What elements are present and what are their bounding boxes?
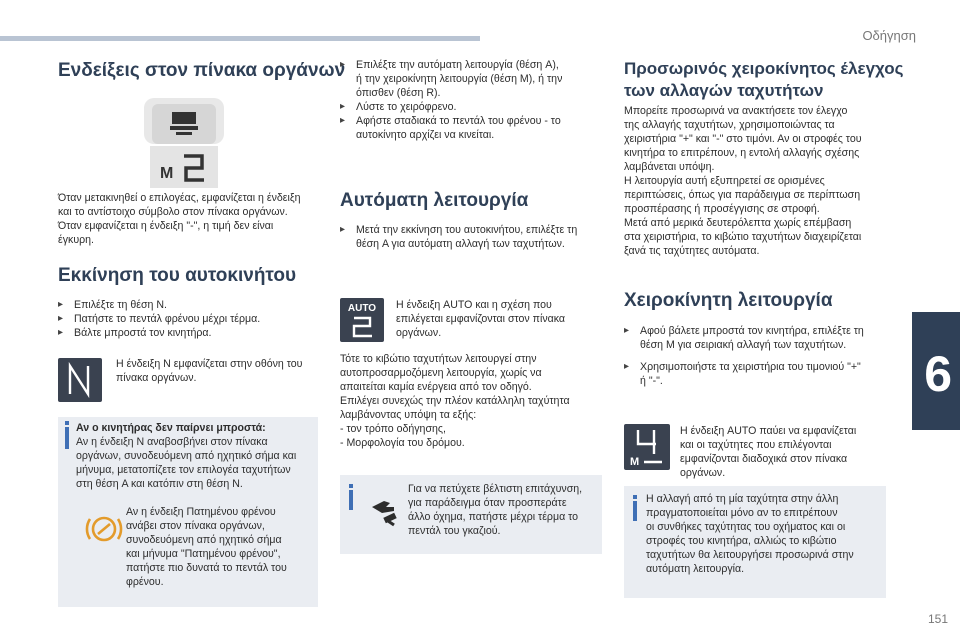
info-icon [65, 421, 69, 425]
list-item: ▸ Αφήστε σταδιακά το πεντάλ του φρένου - το αυτοκίνητο αρχίζει να κινείται. [338, 114, 608, 142]
svg-text:AUTO: AUTO [347, 303, 377, 314]
info-icon [633, 495, 637, 499]
header-bar [0, 36, 480, 41]
title-automatic-mode: Αυτόματη λειτουργία [340, 190, 529, 211]
section-label: Οδήγηση [862, 28, 916, 43]
n-indicator-icon [58, 358, 102, 402]
page-number: 151 [927, 612, 948, 626]
auto-indicator-caption: Η ένδειξη AUTO και η σχέση που επιλέγεται εμφανίζονται στον πίνακα οργάνων. [396, 299, 566, 339]
chapter-number: 6 [924, 346, 952, 402]
title-instrument-indications: Ενδείξεις στον πίνακα οργάνων [58, 60, 346, 81]
drive-steps [338, 58, 608, 142]
info-icon [349, 484, 353, 488]
dashboard-display-illustration [144, 98, 224, 190]
note-best-acceleration: Για να πετύχετε βέλτιστη επιτάχυνση, για παράδειγμα όταν προσπεράτε άλλο όχημα, πατήστε μέχρι τέρμα το πεντάλ του γκαζιού. [340, 475, 602, 554]
automatic-steps [338, 223, 608, 251]
auto-indicator-icon [340, 298, 384, 342]
list-item: ▸ Αφού βάλετε μπροστά τον κινητήρα, επιλέξτε τη θέση M για σειριακή αλλαγή των ταχυτήτων. [622, 324, 892, 352]
m-indicator-caption: Η ένδειξη AUTO παύει να εμφανίζεται και οι ταχύτητες που επιλέγονται εμφανίζονται διαδοχικά στον πίνακα οργάνων. [680, 425, 857, 479]
title-starting-vehicle: Εκκίνηση του αυτοκινήτου [58, 265, 297, 286]
list-item: ▸ Βάλτε μπροστά τον κινητήρα. [56, 326, 326, 340]
manual-steps [622, 324, 892, 388]
brake-pedal-warning-icon [82, 509, 126, 549]
list-item: ▸ Πατήστε το πεντάλ φρένου μέχρι τέρμα. [56, 312, 326, 326]
start-steps [56, 298, 326, 340]
list-item: ▸ Μετά την εκκίνηση του αυτοκινήτου, επιλέξτε τη θέση A για αυτόματη αλλαγή των ταχυτήτων. [338, 223, 608, 251]
list-item: ▸ Λύστε το χειρόφρενο. [338, 100, 608, 114]
list-item: ▸ Επιλέξτε την αυτόματη λειτουργία (θέση A), ή την χειροκίνητη λειτουργία (θέση M), ή την όπισθεν (θέση R). [338, 58, 608, 100]
pedal-press-icon [368, 493, 402, 527]
n-indicator-caption: Η ένδειξη N εμφανίζεται στην οθόνη του πίνακα οργάνων. [116, 358, 303, 384]
m-indicator-icon [624, 424, 670, 470]
svg-text:M: M [160, 165, 174, 182]
list-item: ▸ Επιλέξτε τη θέση N. [56, 298, 326, 312]
automatic-paragraph: Τότε το κιβώτιο ταχυτήτων λειτουργεί στην αυτοπροσαρμοζόμενη λειτουργία, χωρίς να απαιτείται καμία ενέργεια από τον οδηγό. Επιλέγει συνεχώς την πλέον κατάλληλη ταχύτητα λαμβάνοντας υπόψη τα εξής: - τον τρόπο οδήγησης, - Μορφολογία του δρόμου. [340, 353, 570, 449]
title-temporary-manual: Προσωρινός χειροκίνητος έλεγχος των αλλαγών ταχυτήτων [624, 59, 904, 100]
indications-paragraph: Όταν μετακινηθεί ο επιλογέας, εμφανίζεται η ένδειξη και το αντίστοιχο σύμβολο στον πίνακα οργάνων. Όταν εμφανίζεται η ένδειξη "-", η τιμή δεν είναι έγκυρη. [58, 192, 301, 246]
svg-text:M: M [630, 456, 640, 468]
title-manual-mode: Χειροκίνητη λειτουργία [624, 290, 833, 311]
list-item: ▸ Χρησιμοποιήστε τα χειριστήρια του τιμονιού "+" ή "-". [622, 360, 892, 388]
note-engine-not-starting: Αν ο κινητήρας δεν παίρνει μπροστά: Αν η ένδειξη N αναβοσβήνει στον πίνακα οργάνων, συνοδευόμενη από ηχητικό σήμα και μήνυμα, μετατοπίζετε τον επιλογέα ταχυτήτων στη θέση A και κατόπιν στη θέση N. Αν η ένδειξη Πατημένου φρένου ανάβει στον πίνακα οργάνων, συνοδευόμενη από ηχητικό σήμα και μήνυμα "Πατημένου φρένου", πατήστε πιο δυνατά το πεντάλ του φρένου. [58, 417, 318, 607]
temporary-manual-paragraph: Μπορείτε προσωρινά να ανακτήσετε τον έλεγχο της αλλαγής ταχυτήτων, χρησιμοποιώντας τα χειριστήρια "+" και "-" στο τιμόνι. Αν οι στροφές του κινητήρα το επιτρέπουν, η εντολή αλλαγής σχέσης λαμβάνεται υπόψη. Η λειτουργία αυτή εξυπηρετεί σε ορισμένες περιπτώσεις, όπως για παράδειγμα σε περίπτωση προσπέρασης ή προσέγγισης σε στροφή. Μετά από μερικά δευτερόλεπτα χωρίς επέμβαση στα χειριστήρια, το κιβώτιο ταχυτήτων διαχειρίζεται ξανά τις ταχύτητες αυτόματα. [624, 105, 862, 257]
note-gear-change-condition: Η αλλαγή από τη μία ταχύτητα στην άλλη πραγματοποιείται μόνο αν το επιτρέπουν οι συνθήκες ταχύτητας του οχήματος και οι στροφές του κινητήρα, αλλιώς το κιβώτιο ταχυτήτων θα λειτουργήσει προσωρινά στην αυτόματη λειτουργία. [624, 486, 886, 598]
